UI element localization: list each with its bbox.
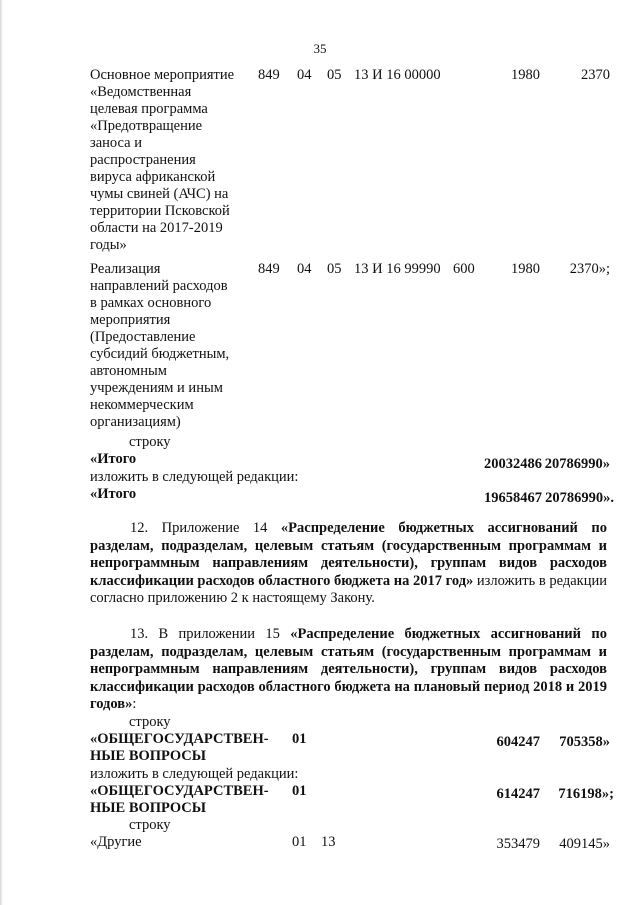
itogo-new-val1: 19658467 <box>484 490 542 506</box>
drugie-subsection: 13 <box>321 834 336 850</box>
drugie-label: «Другие <box>90 834 142 850</box>
itogo-new-val2: 20786990». <box>545 490 614 506</box>
stroku-line-1: строку <box>129 434 171 450</box>
row1-target: 13 И 16 00000 <box>354 67 441 83</box>
izlozhit-line-1: изложить в следующей редакции: <box>90 469 299 485</box>
izlozhit-line-2: изложить в следующей редакции: <box>90 766 299 782</box>
obshch-old-label: «ОБЩЕГОСУДАРСТВЕН- НЫЕ ВОПРОСЫ <box>90 731 269 764</box>
row1-val2: 2370 <box>581 67 610 83</box>
row2-val1: 1980 <box>511 261 540 277</box>
obshch-new-val2: 716198»; <box>558 786 614 802</box>
itogo-old-val1: 20032486 <box>484 456 542 472</box>
row2-val2: 2370»; <box>569 261 610 277</box>
stroku-line-2: строку <box>129 714 171 730</box>
drugie-val1: 353479 <box>496 836 540 852</box>
itogo-old-label: «Итого <box>90 451 137 467</box>
row1-val1: 1980 <box>511 67 540 83</box>
item-13-title: «Распределение бюджетных ассигнований по разделам, подразделам, целевым статьям (государственным программам и непрограммным направлениям деятельности), группам видов расходов классификации расходов областного бюджета на плановый период 2018 и 2019 годов» <box>90 626 607 712</box>
item-12-title: «Распределение бюджетных ассигнований по разделам, подразделам, целевым статьям (государственным программам и непрограммным направлениям деятельности), группам видов расходов классификации расходов областного бюджета на 2017 год» <box>90 520 607 589</box>
row2-expense-type: 600 <box>453 261 475 277</box>
obshch-old-val2: 705358» <box>559 734 610 750</box>
stroku-line-3: строку <box>129 817 171 833</box>
row1-ministry: 849 <box>258 67 280 83</box>
obshch-new-section: 01 <box>292 783 307 799</box>
page-number: 35 <box>313 41 327 56</box>
row1-section: 04 <box>297 67 312 83</box>
itogo-new-label: «Итого <box>90 486 137 502</box>
paragraph-item-12: 12. Приложение 14 «Распределение бюджетных ассигнований по разделам, подразделам, целевым статьям (государственным программам и непрограммным направлениям деятельности), группам видов расходов классификации расходов областного бюджета на 2017 год» изложить в редакции согласно приложению 2 к настоящему Закону. <box>90 520 608 606</box>
paragraph-item-13: 13. В приложении 15 «Распределение бюджетных ассигнований по разделам, подразделам, целевым статьям (государственным программам и непрограммным направлениям деятельности), группам видов расходов классификации расходов областного бюджета на плановый период 2018 и 2019 годов»: <box>90 626 607 712</box>
scan-edge-shadow <box>0 0 3 905</box>
row2-section: 04 <box>297 261 312 277</box>
obshch-old-section: 01 <box>292 731 307 747</box>
drugie-val2: 409145» <box>559 836 610 852</box>
row1-subsection: 05 <box>327 67 342 83</box>
obshch-old-val1: 604247 <box>496 734 540 750</box>
row2-subsection: 05 <box>327 261 342 277</box>
obshch-new-val1: 614247 <box>496 786 540 802</box>
obshch-new-label: «ОБЩЕГОСУДАРСТВЕН- НЫЕ ВОПРОСЫ <box>90 783 269 816</box>
row1-name: Основное мероприятие «Ведомственная целевая программа «Предотвращение заноса и распространения вируса африканской чумы свиней (АЧС) на территории Псковской области на 2017-2019 годы» <box>90 67 235 253</box>
itogo-old-val2: 20786990» <box>544 456 610 472</box>
row2-ministry: 849 <box>258 261 280 277</box>
row2-target: 13 И 16 99990 <box>354 261 441 277</box>
row2-name: Реализация направлений расходов в рамках основного мероприятия (Предоставление субсидий бюджетным, автономным учреждениям и иным некоммерческим организациям) <box>90 261 230 430</box>
drugie-section: 01 <box>292 834 307 850</box>
